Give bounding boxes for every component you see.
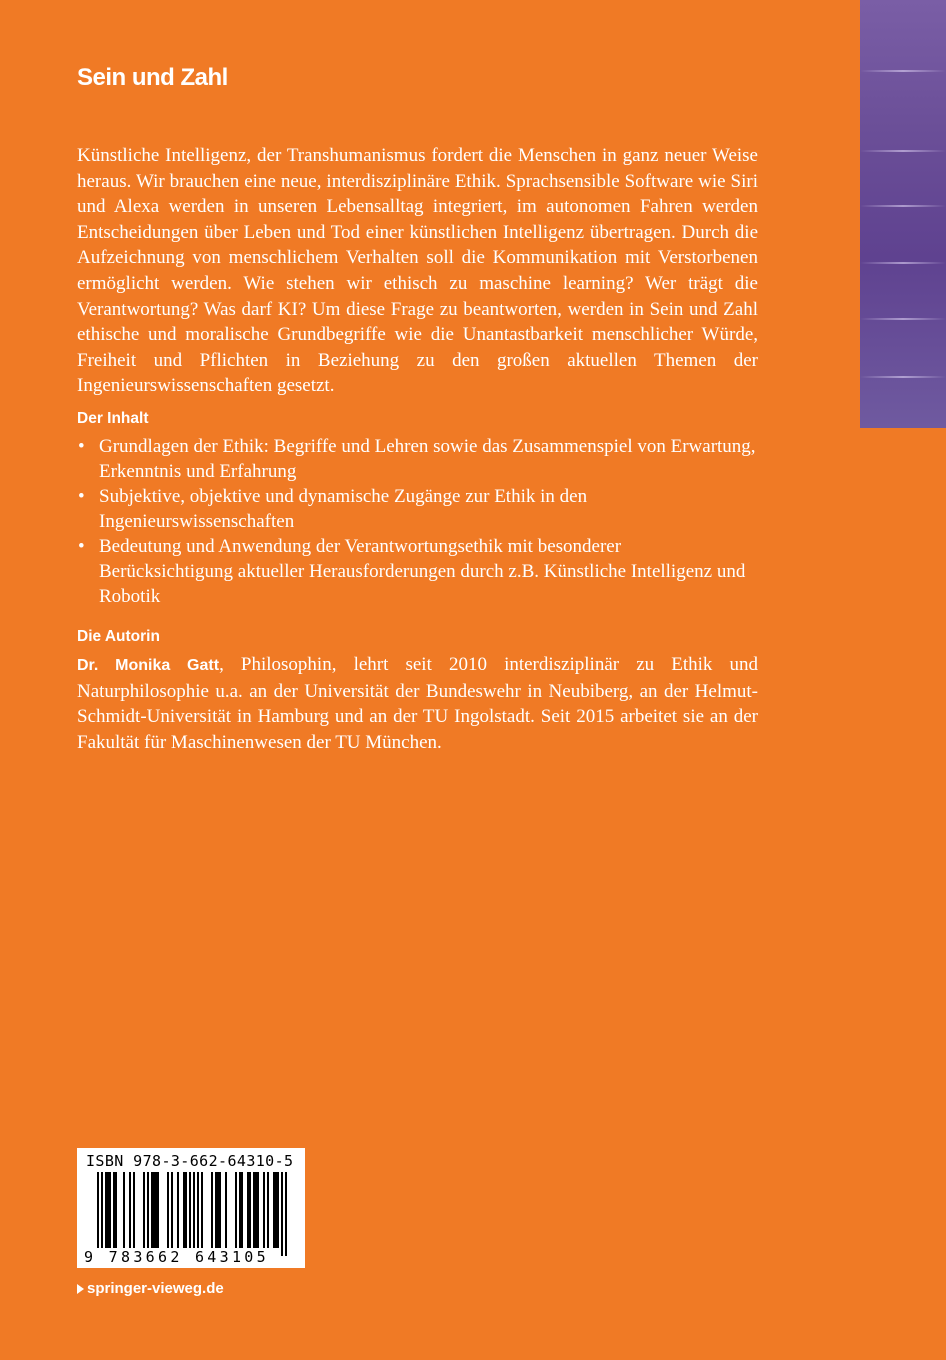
barcode-bar xyxy=(275,1172,277,1248)
barcode-bar xyxy=(253,1172,255,1248)
barcode-bar xyxy=(155,1172,157,1248)
barcode-bar xyxy=(147,1172,149,1248)
list-item-text: Subjektive, objektive und dynamische Zugänge zur Ethik in den Ingenieurswissenschaften xyxy=(99,486,588,532)
barcode-bar xyxy=(285,1172,287,1256)
barcode-bar xyxy=(167,1172,169,1248)
list-item xyxy=(77,534,758,609)
barcode-bar xyxy=(183,1172,185,1248)
author-heading: Die Autorin xyxy=(77,628,160,645)
isbn-label: ISBN 978-3-662-64310-5 xyxy=(86,1152,294,1170)
barcode-bar xyxy=(273,1172,275,1248)
barcode-bar xyxy=(239,1172,241,1248)
barcode-bar xyxy=(107,1172,109,1248)
bullet-icon: • xyxy=(78,536,85,557)
barcode-bar xyxy=(115,1172,117,1248)
barcode-bar xyxy=(201,1172,203,1248)
barcode-digits: 9 783662 643105 xyxy=(84,1248,269,1266)
bullet-icon: • xyxy=(78,486,85,507)
triangle-right-icon xyxy=(77,1284,84,1294)
barcode-bar xyxy=(281,1172,283,1256)
barcode-bar xyxy=(197,1172,199,1248)
barcode-bar xyxy=(109,1172,111,1248)
list-item-text: Bedeutung und Anwendung der Verantwortungsethik mit besonderer Berücksichtigung aktueller Herausforderungen durch z.B. Künstliche Intelligenz und Robotik xyxy=(99,536,746,607)
barcode-bar xyxy=(241,1172,243,1248)
barcode-bar xyxy=(211,1172,213,1248)
barcode-bar xyxy=(157,1172,159,1248)
barcode-bar xyxy=(247,1172,249,1248)
barcode-bar xyxy=(235,1172,237,1248)
list-item-text: Grundlagen der Ethik: Begriffe und Lehren sowie das Zusammenspiel von Erwartung, Erkenntnis und Erfahrung xyxy=(99,436,756,482)
barcode-bar xyxy=(217,1172,219,1248)
barcode-bar xyxy=(225,1172,227,1248)
barcode-bar xyxy=(153,1172,155,1248)
cover-image-strip xyxy=(860,0,946,428)
book-blurb: Künstliche Intelligenz, der Transhumanismus fordert die Menschen in ganz neuer Weise heraus. Wir brauchen eine neue, interdisziplinäre Ethik. Sprachsensible Software wie Siri und Alexa werden in unseren Lebensalltag integriert, im autonomen Fahren werden Entscheidungen über Leben und Tod einer künstlichen Intelligenz übertragen. Durch die Aufzeichnung von menschlichem Verhalten soll die Kommunikation mit Verstorbenen ermöglicht werden. Wie stehen wir ethisch zu maschine learning? Wer trägt die Verantwortung? Was darf KI? Um diese Frage zu beantworten, werden in Sein und Zahl ethische und moralische Grundbegriffe wie die Unantastbarkeit menschlicher Würde, Freiheit und Pflichten in Beziehung zu den großen aktuellen Themen der Ingenieurswissenschaften gesetzt. xyxy=(77,145,758,397)
list-item xyxy=(77,434,758,484)
barcode-bar xyxy=(113,1172,115,1248)
barcode-bars xyxy=(77,1172,305,1258)
contents-heading: Der Inhalt xyxy=(77,410,149,427)
barcode-bar xyxy=(143,1172,145,1248)
author-bio-text: , Philosophin, lehrt seit 2010 interdisziplinär zu Ethik und Naturphilosophie u.a. an der Universität der Bundeswehr in Neubiberg, an der Helmut-Schmidt-Universität in Hamburg und an der TU Ingolstadt. Seit 2015 arbeitet sie an der Fakultät für Maschinenwesen der TU München. xyxy=(77,654,758,753)
contents-list xyxy=(77,434,758,609)
barcode-bar xyxy=(177,1172,179,1248)
barcode-bar xyxy=(249,1172,251,1248)
barcode-bar xyxy=(263,1172,265,1248)
barcode-bar xyxy=(129,1172,131,1248)
barcode-bar xyxy=(277,1172,279,1248)
barcode-bar xyxy=(133,1172,135,1248)
list-item xyxy=(77,484,758,534)
bullet-icon: • xyxy=(78,436,85,457)
barcode-bar xyxy=(257,1172,259,1248)
author-bio xyxy=(77,652,758,755)
barcode-bar xyxy=(255,1172,257,1248)
barcode-bar xyxy=(193,1172,195,1256)
barcode-bar xyxy=(185,1172,187,1248)
barcode-bar xyxy=(219,1172,221,1248)
barcode-bar xyxy=(101,1172,103,1256)
barcode-bar xyxy=(105,1172,107,1248)
barcode-bar xyxy=(267,1172,269,1248)
barcode-bar xyxy=(215,1172,217,1248)
barcode-bar xyxy=(151,1172,153,1248)
barcode xyxy=(77,1148,305,1268)
barcode-bar xyxy=(123,1172,125,1248)
barcode-bar xyxy=(97,1172,99,1256)
author-name: Dr. Monika Gatt xyxy=(77,657,220,674)
publisher-website-link[interactable] xyxy=(77,1280,224,1297)
website-label: springer-vieweg.de xyxy=(87,1280,224,1297)
barcode-bar xyxy=(171,1172,173,1248)
barcode-bar xyxy=(189,1172,191,1256)
book-title: Sein und Zahl xyxy=(77,64,228,91)
